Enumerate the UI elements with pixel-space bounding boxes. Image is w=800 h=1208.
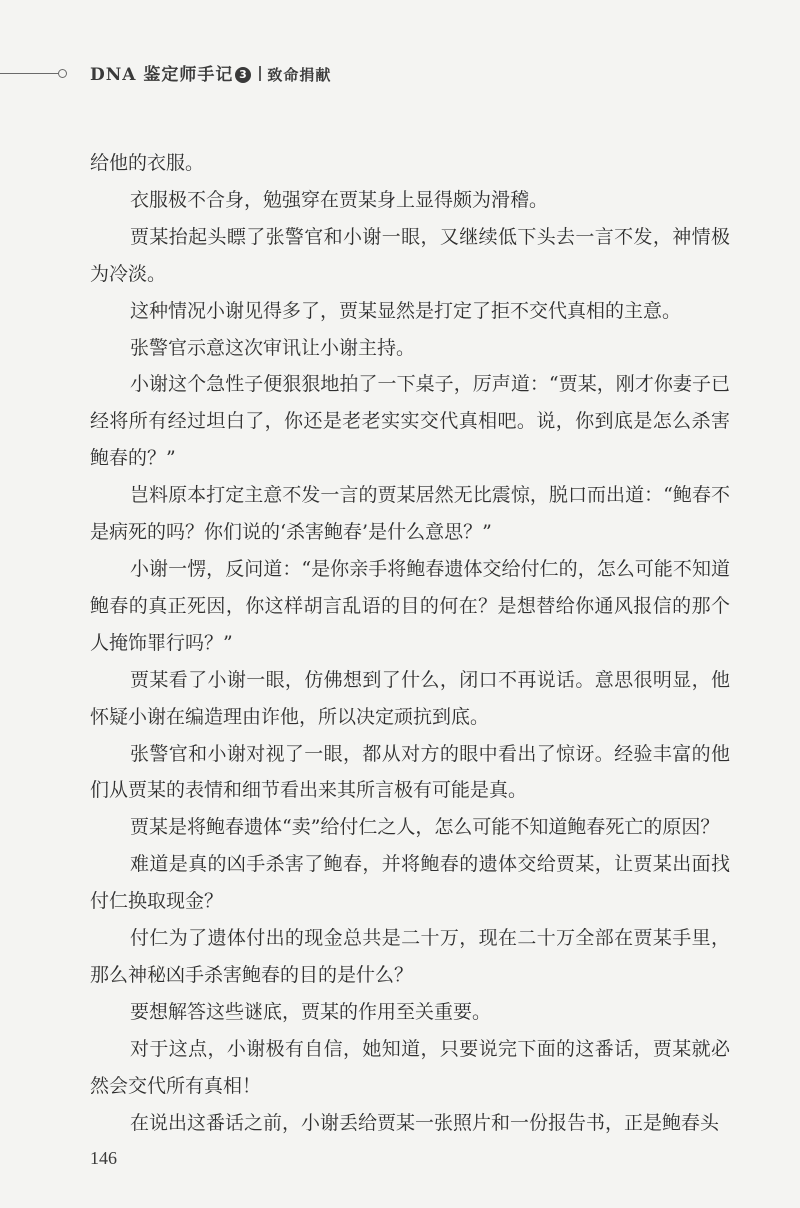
header-ornament-icon — [58, 69, 67, 78]
paragraph: 岂料原本打定主意不发一言的贾某居然无比震惊，脱口而出道：“鲍春不是病死的吗？你们说的‘杀害鲍春’是什么意思？” — [90, 484, 730, 544]
paragraph: 张警官示意这次审讯让小谢主持。 — [130, 336, 416, 359]
page-number: 146 — [90, 1148, 117, 1168]
paragraph: 付仁为了遗体付出的现金总共是二十万，现在二十万全部在贾某手里，那么神秘凶手杀害鲍春的目的是什么？ — [90, 927, 730, 986]
paragraph: 小谢一愣，反问道：“是你亲手将鲍春遗体交给付仁的，怎么可能不知道鲍春的真正死因，你这样胡言乱语的目的何在？是想替给你通风报信的那个人掩饰罪行吗？” — [90, 557, 730, 654]
body-text — [90, 145, 730, 1141]
paragraph: 要想解答这些谜底，贾某的作用至关重要。 — [130, 1000, 492, 1023]
paragraph: 贾某是将鲍春遗体“卖”给付仁之人，怎么可能不知道鲍春死亡的原因？ — [130, 816, 720, 839]
paragraph: 小谢这个急性子便狠狠地拍了一下桌子，厉声道：“贾某，刚才你妻子已经将所有经过坦白了，你还是老老实实交代真相吧。说，你到底是怎么杀害鲍春的？” — [90, 373, 730, 470]
volume-badge: 3 — [235, 67, 251, 83]
paragraph: 衣服极不合身，勉强穿在贾某身上显得颇为滑稽。 — [130, 188, 549, 211]
paragraph: 给他的衣服。 — [90, 152, 205, 174]
paragraph: 张警官和小谢对视了一眼，都从对方的眼中看出了惊讶。经验丰富的他们从贾某的表情和细节看出来其所言极有可能是真。 — [90, 742, 730, 802]
paragraph: 在说出这番话之前，小谢丢给贾某一张照片和一份报告书，正是鲍春头 — [130, 1111, 720, 1134]
running-header — [0, 58, 800, 88]
paragraph: 这种情况小谢见得多了，贾某显然是打定了拒不交代真相的主意。 — [130, 299, 682, 322]
header-rule — [0, 73, 60, 74]
paragraph: 贾某看了小谢一眼，仿佛想到了什么，闭口不再说话。意思很明显，他怀疑小谢在编造理由诈他，所以决定顽抗到底。 — [90, 668, 730, 728]
paragraph: 对于这点，小谢极有自信，她知道，只要说完下面的这番话，贾某就必然会交代所有真相！ — [90, 1037, 730, 1097]
book-subtitle: 致命捐献 — [267, 66, 332, 84]
book-title: DNA 鉴定师手记 — [90, 65, 234, 85]
header-title — [90, 60, 331, 85]
paragraph: 贾某抬起头瞟了张警官和小谢一眼，又继续低下头去一言不发，神情极为冷淡。 — [90, 225, 730, 285]
header-separator — [259, 66, 261, 81]
paragraph: 难道是真的凶手杀害了鲍春，并将鲍春的遗体交给贾某，让贾某出面找付仁换取现金？ — [90, 853, 730, 913]
